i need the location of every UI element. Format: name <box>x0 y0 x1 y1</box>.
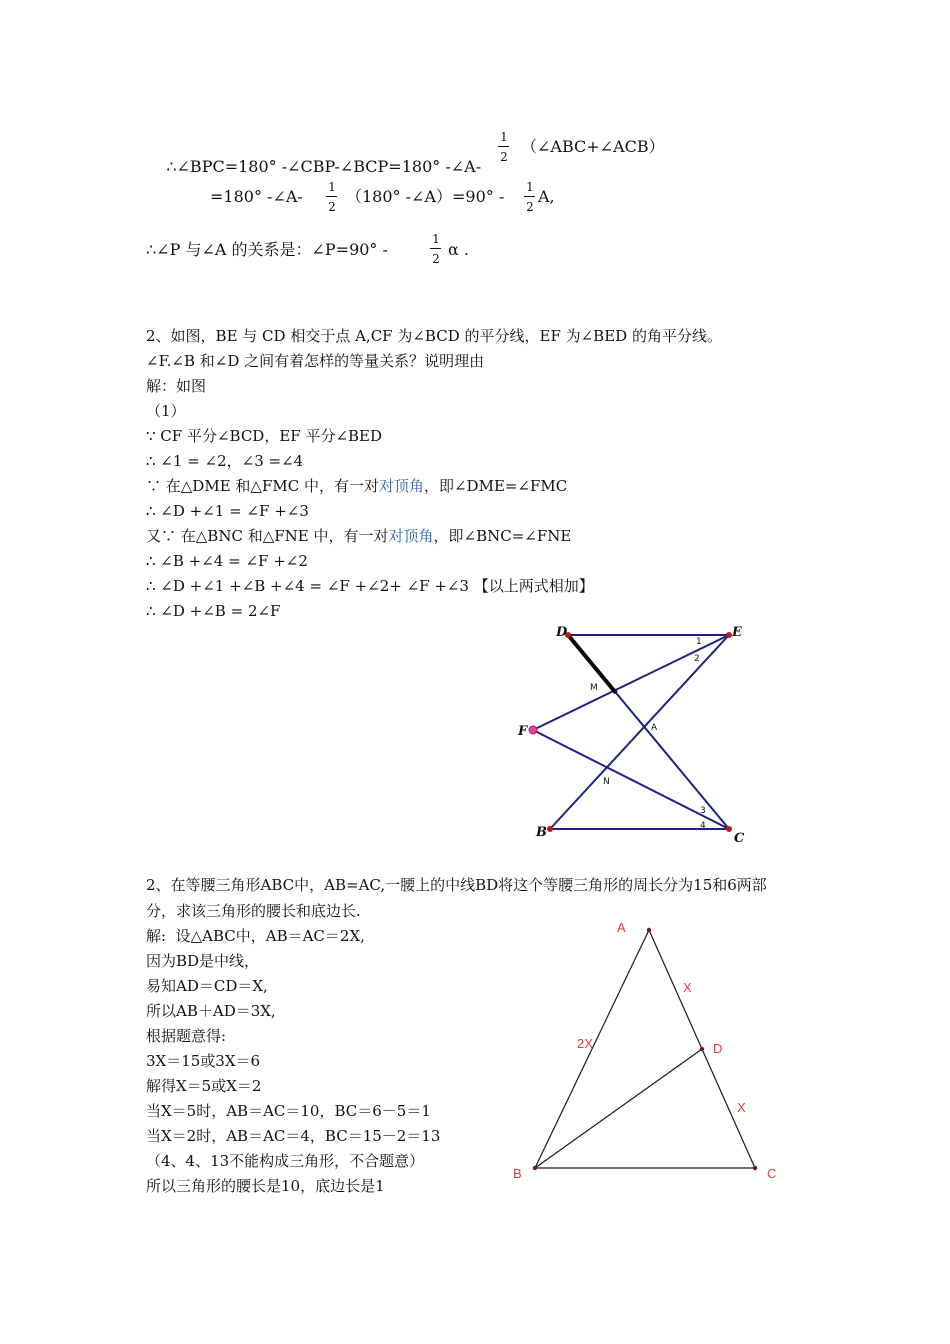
proof-line: ∴ ∠B +∠4 = ∠F +∠2 <box>146 552 308 570</box>
angle-label-2: 2 <box>694 654 700 664</box>
proof-text: ，即∠DME=∠FMC <box>423 477 568 495</box>
fraction-bar <box>430 248 441 249</box>
proof-line: ∴ ∠D +∠1 = ∠F +∠3 <box>146 502 309 520</box>
solution-line: 根据题意得: <box>146 1027 227 1045</box>
derivation-text: （∠ABC+∠ACB） <box>521 137 665 156</box>
label-b: B <box>536 825 547 840</box>
fraction-numerator: 1 <box>526 180 534 194</box>
fraction-numerator: 1 <box>432 232 440 246</box>
fraction-numerator: 1 <box>328 180 336 194</box>
derivation-line-3: ∴∠P 与∠A 的关系是：∠P=90° - <box>146 240 388 259</box>
derivation-text: α . <box>448 240 469 259</box>
fraction-denominator: 2 <box>432 252 440 266</box>
solution-line: 解: 设△ABC中，AB＝AC＝2X, <box>146 927 365 945</box>
fraction-numerator: 1 <box>500 130 508 144</box>
label-m: M <box>590 683 598 693</box>
point-b <box>533 1166 537 1170</box>
label-c: C <box>734 831 745 846</box>
point-c <box>753 1166 757 1170</box>
label-x-dc: X <box>737 1100 746 1115</box>
solution-label: 解：如图 <box>146 377 207 395</box>
solution-line: 当X＝5时，AB＝AC＝10，BC＝6－5＝1 <box>146 1102 431 1120</box>
label-a: A <box>617 920 626 935</box>
solution-line: 解得X＝5或X＝2 <box>146 1077 262 1095</box>
segment-be <box>550 635 729 829</box>
part-label: （1） <box>146 402 186 420</box>
solution-line: （4、4、13不能构成三角形，不合题意） <box>146 1152 425 1170</box>
proof-line: ∴ ∠D +∠1 +∠B +∠4 = ∠F +∠2+ ∠F +∠3 【以上两式相加】 <box>146 577 594 595</box>
proof-line: ∴ ∠1 = ∠2，∠3 =∠4 <box>146 452 304 470</box>
derivation-text: A, <box>538 187 555 206</box>
point-f <box>529 726 537 734</box>
label-f: F <box>518 724 528 739</box>
solution-line: 3X＝15或3X＝6 <box>146 1052 261 1070</box>
problem-2-title: 2、如图，BE 与 CD 相交于点 A,CF 为∠BCD 的平分线，EF 为∠BED 的角平分线。 <box>146 327 722 345</box>
fraction-bar <box>524 196 535 197</box>
label-d: D <box>713 1041 723 1056</box>
label-x-ad: X <box>683 980 692 995</box>
proof-line: ∴ ∠D +∠B = 2∠F <box>146 602 281 620</box>
vertical-angle-link[interactable]: 对顶角 <box>378 477 424 495</box>
solution-line: 所以AB＋AD＝3X, <box>146 1002 276 1020</box>
proof-text: ∵ 在△DME 和△FMC 中，有一对 <box>146 477 379 495</box>
label-d: D <box>556 625 568 640</box>
bisector-figure <box>508 618 758 850</box>
label-2x-ab: 2X <box>577 1036 593 1051</box>
derivation-text: ∴∠BPC=180° -∠CBP-∠BCP=180° -∠A- <box>166 157 482 176</box>
solution-line: 当X＝2时，AB＝AC＝4，BC＝15－2＝13 <box>146 1127 441 1145</box>
angle-label-3: 3 <box>700 806 706 816</box>
problem-3-title: 2、在等腰三角形ABC中，AB=AC,一腰上的中线BD将这个等腰三角形的周长分为15和6两部 <box>146 876 767 894</box>
label-e: E <box>732 625 742 640</box>
derivation-text: （180° -∠A）=90° - <box>346 187 505 206</box>
proof-line <box>146 526 571 546</box>
fraction-bar <box>498 146 509 147</box>
isosceles-triangle-figure <box>505 912 790 1190</box>
solution-line: 因为BD是中线， <box>146 952 260 970</box>
fraction-denominator: 2 <box>500 150 508 164</box>
derivation-line-2: =180° -∠A- <box>210 187 303 206</box>
proof-text: 又∵ 在△BNC 和△FNE 中，有一对 <box>146 527 389 545</box>
fraction-denominator: 2 <box>526 200 534 214</box>
label-c: C <box>767 1166 777 1181</box>
angle-label-4: 4 <box>700 821 706 831</box>
proof-line: ∵ CF 平分∠BCD，EF 平分∠BED <box>146 427 383 445</box>
problem-3-title-cont: 分，求该三角形的腰长和底边长. <box>146 902 361 920</box>
point-b <box>547 826 553 832</box>
proof-line <box>146 476 567 496</box>
point-c <box>726 826 732 832</box>
segment-bd <box>535 1049 702 1168</box>
label-n: N <box>603 777 610 787</box>
point-a <box>647 928 651 932</box>
label-a: A <box>651 723 658 733</box>
vertical-angle-link[interactable]: 对顶角 <box>388 527 434 545</box>
segment-fe <box>533 635 729 730</box>
point-d <box>700 1047 704 1051</box>
fraction-bar <box>326 196 337 197</box>
label-b: B <box>513 1166 522 1181</box>
solution-line: 所以三角形的腰长是10，底边长是1 <box>146 1177 385 1195</box>
proof-text: ，即∠BNC=∠FNE <box>433 527 572 545</box>
angle-label-1: 1 <box>696 637 702 647</box>
fraction-denominator: 2 <box>328 200 336 214</box>
solution-line: 易知AD＝CD＝X, <box>146 977 268 995</box>
problem-2-question: ∠F.∠B 和∠D 之间有着怎样的等量关系？说明理由 <box>146 352 485 370</box>
